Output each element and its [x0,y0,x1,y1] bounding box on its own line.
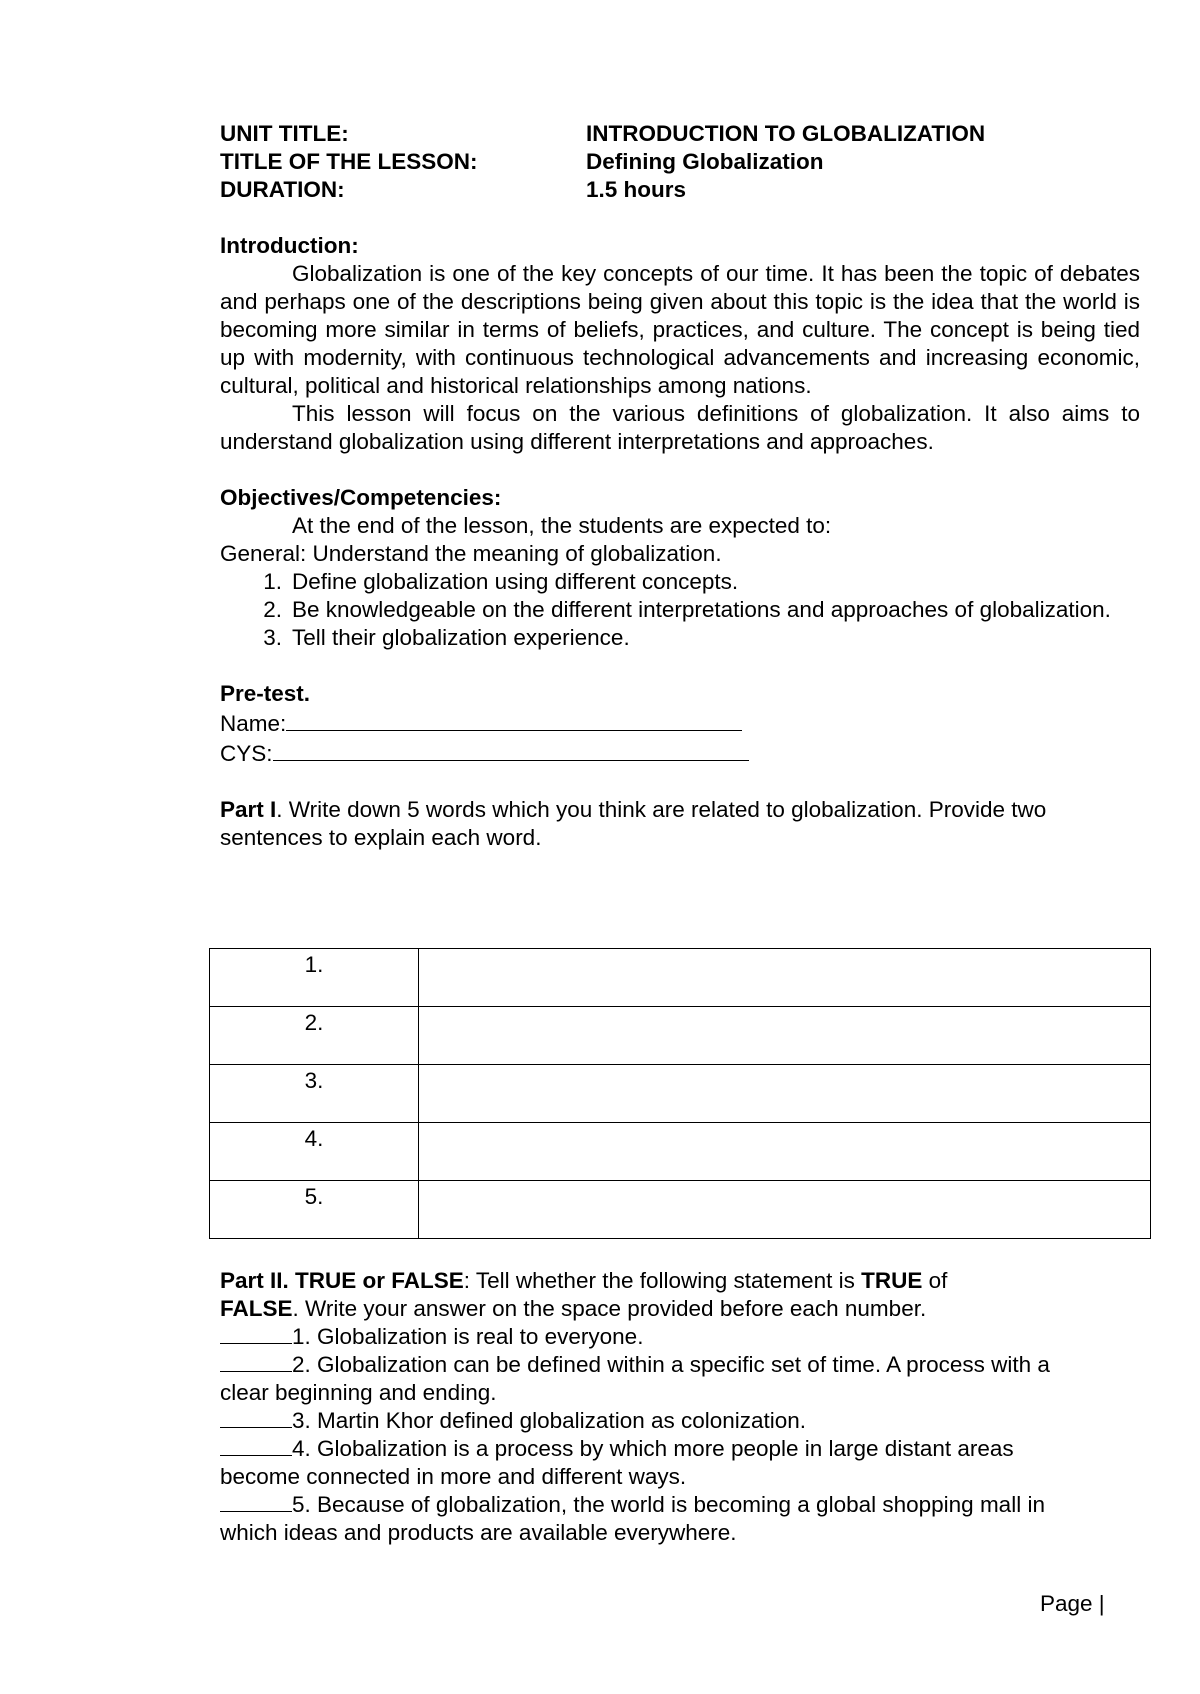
list-item: 2. Globalization can be defined within a specific set of time. A process with a clear beginning and ending. [220,1352,1050,1405]
list-item: 5. Because of globalization, the world is becoming a global shopping mall in which ideas and products are available everywhere. [220,1492,1045,1545]
list-item: 1. Globalization is real to everyone. [220,1323,1140,1351]
list-item: 2. Be knowledgeable on the different interpretations and approaches of globalization. [263,597,1111,622]
answer-cell[interactable] [419,1123,1151,1181]
part1-answer-table [209,948,1151,1239]
list-item: 4. Globalization is a process by which more people in large distant areas become connected in more and different ways. [220,1436,1014,1489]
table-row: 4. [210,1123,1151,1181]
unit-title-label: UNIT TITLE: [220,121,349,146]
objectives-heading: Objectives/Competencies: [220,485,502,510]
document-body [220,120,1140,852]
cys-field[interactable]: CYS: [220,738,1140,768]
unit-title-row [220,120,1140,148]
answer-cell[interactable] [419,949,1151,1007]
introduction-paragraph-1: Globalization is one of the key concepts of our time. It has been the topic of debates and perhaps one of the descriptions being given about this topic is the idea that the world is becoming more similar in terms of beliefs, practices, and culture. The concept is being tied up with modernity, with continuous technological advancements and increasing economic, cultural, political and historical relationships among nations. [220,261,1140,398]
answer-cell[interactable] [419,1065,1151,1123]
introduction-paragraph-2: This lesson will focus on the various definitions of globalization. It also aims to understand globalization using different interpretations and approaches. [220,401,1140,454]
answer-blank[interactable] [220,1407,292,1428]
table-row: 1. [210,949,1151,1007]
answer-cell[interactable] [419,1007,1151,1065]
table-row: 3. [210,1065,1151,1123]
introduction-heading: Introduction: [220,233,359,258]
objectives-intro: At the end of the lesson, the students are expected to: [292,513,832,538]
lesson-title-row [220,148,1140,176]
answer-blank[interactable] [220,1435,292,1456]
name-field[interactable]: Name: [220,708,1140,738]
pretest-heading: Pre-test. [220,681,311,706]
list-item: 3. Tell their globalization experience. [263,625,630,650]
objectives-general: General: Understand the meaning of globalization. [220,541,722,566]
answer-cell[interactable] [419,1181,1151,1239]
unit-title-value: INTRODUCTION TO GLOBALIZATION [586,121,986,146]
lesson-title-label: TITLE OF THE LESSON: [220,149,478,174]
list-item: 3. Martin Khor defined globalization as colonization. [220,1407,1140,1435]
part2-instructions: Part II. TRUE or FALSE: Tell whether the following statement is TRUE of FALSE. Write your answer on the space provided before each number. [220,1268,948,1321]
table-row: 2. [210,1007,1151,1065]
page-number-footer: Page | [1040,1591,1105,1616]
part1-instructions: Part I. Write down 5 words which you think are related to globalization. Provide two sentences to explain each word. [220,797,1047,850]
answer-blank[interactable] [220,1351,292,1372]
list-item: 1. Define globalization using different concepts. [263,569,739,594]
duration-label: DURATION: [220,177,345,202]
duration-row [220,176,1140,204]
part2-section [220,1267,1140,1547]
table-row: 5. [210,1181,1151,1239]
objectives-list [220,568,1140,652]
lesson-title-value: Defining Globalization [586,149,824,174]
duration-value: 1.5 hours [586,177,687,202]
answer-blank[interactable] [220,1491,292,1512]
answer-blank[interactable] [220,1323,292,1344]
